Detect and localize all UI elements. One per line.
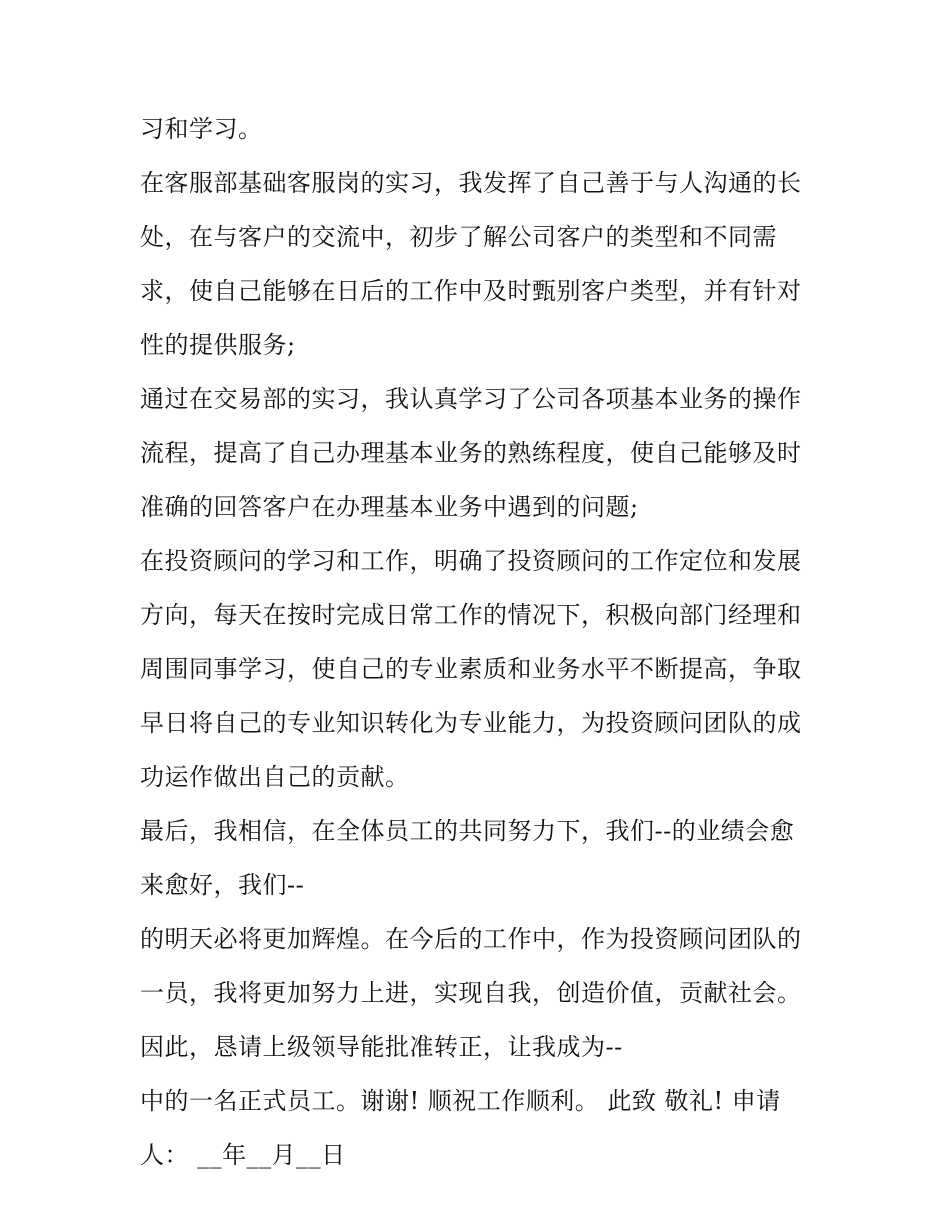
- text-line: 早日将自己的专业知识转化为专业能力，为投资顾问团队的成: [140, 709, 802, 737]
- text-line: 方向，每天在按时完成日常工作的情况下，积极向部门经理和: [140, 601, 802, 629]
- text-line: 习和学习。: [140, 115, 263, 143]
- text-line: 求，使自己能够在日后的工作中及时甄别客户类型，并有针对: [140, 277, 802, 305]
- text-line: 通过在交易部的实习，我认真学习了公司各项基本业务的操作: [140, 385, 802, 413]
- text-line: 准确的回答客户在办理基本业务中遇到的问题;: [140, 493, 639, 521]
- text-line: 在投资顾问的学习和工作，明确了投资顾问的工作定位和发展: [140, 547, 802, 575]
- text-line: 在客服部基础客服岗的实习，我发挥了自己善于与人沟通的长: [140, 169, 802, 197]
- text-line: 一员，我将更加努力上进，实现自我，创造价值，贡献社会。: [140, 979, 802, 1007]
- text-line: 最后，我相信，在全体员工的共同努力下，我们--的业绩会愈: [140, 817, 795, 845]
- text-line: 来愈好，我们--: [140, 871, 305, 899]
- text-line: 周围同事学习，使自己的专业素质和业务水平不断提高，争取: [140, 655, 802, 683]
- document-body: [140, 102, 820, 1182]
- text-line: 因此，恳请上级领导能批准转正，让我成为--: [140, 1033, 623, 1061]
- text-line: 的明天必将更加辉煌。在今后的工作中，作为投资顾问团队的: [140, 925, 802, 953]
- text-line: 功运作做出自己的贡献。: [140, 763, 410, 791]
- signature-date-line: 人： __年__月__日: [140, 1141, 346, 1169]
- text-line: 性的提供服务;: [140, 331, 296, 359]
- text-line: 处，在与客户的交流中，初步了解公司客户的类型和不同需: [140, 223, 777, 251]
- text-line: 中的一名正式员工。谢谢! 顺祝工作顺利。 此致 敬礼! 申请: [140, 1087, 781, 1115]
- text-line: 流程，提高了自己办理基本业务的熟练程度，使自己能够及时: [140, 439, 802, 467]
